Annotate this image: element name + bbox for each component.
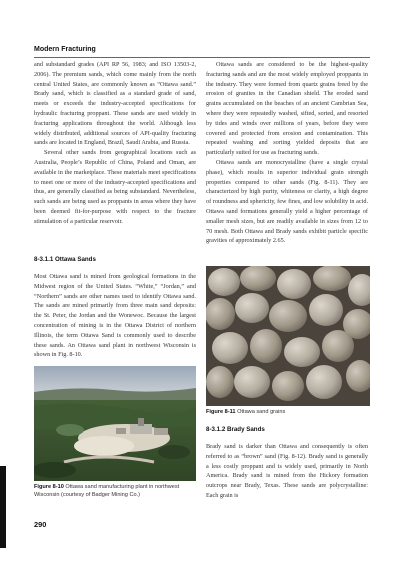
right-column-lower	[206, 442, 368, 501]
page-number: 290	[34, 520, 47, 529]
right-paragraph-3: Brady sand is darker than Ottawa and consequently is often referred to as “brown” sand (Fig. 8-12). Brady sand is generally a less costly proppant and is widely used, primarily in North America. Brady sand is mined from the Hickory formation outcrops near Brady, Texas. These sands are polycrystalline: Each grain is	[206, 443, 368, 499]
section-heading-brady: 8-3.1.2 Brady Sands	[206, 426, 265, 433]
figure-8-11-caption-text: Ottawa sand grains	[237, 409, 286, 415]
right-column	[206, 60, 368, 246]
figure-8-10-image	[34, 366, 196, 481]
left-column-lower	[34, 272, 196, 360]
figure-8-11-caption	[206, 409, 370, 417]
figure-8-10-caption	[34, 484, 196, 499]
figure-8-11-label: Figure 8-11	[206, 409, 236, 415]
figure-8-11-image	[206, 266, 370, 406]
figure-8-10-caption-text: Ottawa sand manufacturing plant in northwest Wisconsin (courtesy of Badger Mining Co.)	[34, 484, 180, 498]
left-paragraph-2: Several other sands from geographical locations such as Australia, People’s Republic of China, Poland and Oman, are available in the marketplace. These materials meet specifications to meet one or more of the industry-accepted specifications and thus, are generally classified as being substandard. Nevertheless, such sands are being used as proppants in areas where they have been deemed fit-for-purpose with respect to the fracture stimulation of a particular reservoir.	[34, 149, 196, 225]
left-paragraph-1: and substandard grades (API RP 56, 1983; and ISO 13503-2, 2006). The premium sands, which come mainly from the north central United States, are commonly known as “Ottawa sand.” Brady sand, which is classified as a standard grade of sand, meets or exceeds the industry-accepted specifications for hydraulic fracturing proppant. These sands are used widely in fracturing applications throughout the world. Although less widely distributed, additional sources of API-quality fracturing sands are located in England, Brazil, Saudi Arabia, and Russia.	[34, 61, 196, 147]
running-header: Modern Fracturing	[34, 46, 96, 53]
figure-8-10-label: Figure 8-10	[34, 484, 64, 490]
aerial-plant-photo	[34, 366, 196, 481]
left-column	[34, 60, 196, 227]
left-paragraph-3: Most Ottawa sand is mined from geological formations in the Midwest region of the United States. “White,” “Jordan,” and “Northern” sands are other names used to identify Ottawa sand. The sands are mined primarily from three main sand deposits: the St. Peter, the Jordan and the Wonewoc. Because the largest concentration of mining is in the Ottawa District of northern Illinois, the term Ottawa Sand is commonly used to describe these sands. An Ottawa sand plant in northwest Wisconsin is shown in Fig. 8-10.	[34, 273, 196, 359]
header-rule	[34, 57, 370, 58]
chapter-thumb-tab	[0, 466, 6, 548]
right-paragraph-2: Ottawa sands are monocrystalline (have a single crystal phase), which results in superior individual grain strength properties compared to other sands (Fig. 8-11). They are characterized by high purity, whiteness or clarity, a high degree of roundness and sphericity, few fines, and low solubility in acid. Ottawa sand formations generally yield a higher percentage of smaller mesh sizes, but are readily available in sizes from 12 to 70 mesh. Both Ottawa and Brady sands exhibit particle specific gravities of approximately 2.65.	[206, 158, 368, 245]
section-heading-ottawa: 8-3.1.1 Ottawa Sands	[34, 256, 96, 263]
sand-grains-micrograph	[206, 266, 370, 406]
right-paragraph-1: Ottawa sands are considered to be the highest-quality fracturing sands and are the most widely employed proppants in the industry. They were formed from quartz grains freed by the erosion of granites in the Canadian shield. The eroded sand grains accumulated on the beaches of an ancient Cambrian Sea, where they were repeatedly washed, sifted, sorted, and resorted by tides and winds over millions of years, before they were covered and protected from erosion and contamination. This repeated washing and sorting yielded deposits that are particularly suited for use as fracturing sands.	[206, 61, 368, 157]
